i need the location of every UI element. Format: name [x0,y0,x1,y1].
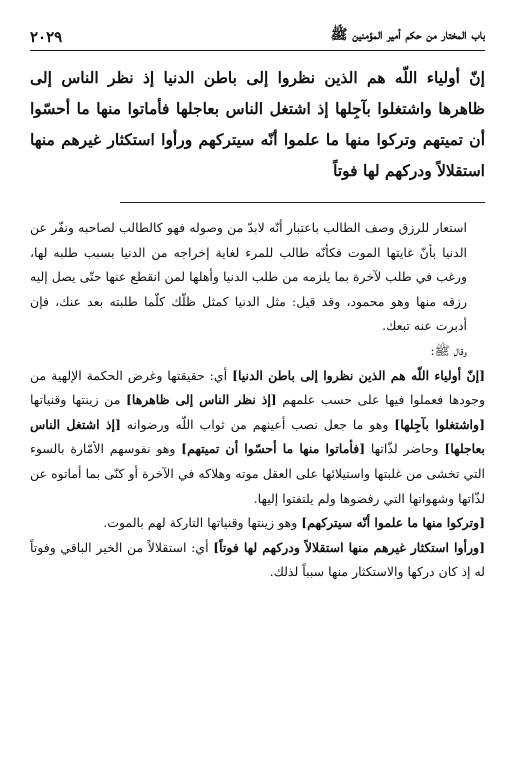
quoted-phrase: [ورأوا استكثار غيرهم منها استقلالاً ودركهم لها فوتاً] [213,539,485,555]
paragraph-text: استعار للرزق وصف الطالب باعتبار أنّه لابدّ من وصوله فهو كالطالب لصاحبه ونفّر عن الدنيا بأنّ غايتها الموت فكأنّه طالب للمرء لغاية إخراجه من الدنيا بسبب طلبه لها، ورغب في طلب لآخرة بما يلزمه من طلب الدنيا وأهلها لمن انقطع عنها حتّى يصل إليه رزقه منها وهو محمود، وقد قيل: مثل الدنيا كمثل ظلّك كلّما طلبته بعد عنك، فإن أدبرت عنه تبعك. [30,220,467,334]
quoted-phrase: [إنّ أولياء اللّه هم الذين نظروا إلى باطن الدنيا] [232,367,486,383]
commentary-paragraph [30,511,485,536]
chapter-title: باب المختار من حكم أمير المؤمنين ﷺ [330,27,485,43]
commentary-paragraph [30,216,485,339]
paragraph-text: وهو زينتها وقنياتها التاركة لهم بالموت. [103,515,302,531]
paragraph-text: وهو نفوسهم الأمّارة بالسوء التي تخشى من غلبتها واستيلائها على العقل موته وهلاكه في الآخرة أو كنّى بما أماتوه عن لذّاتها وشهواتها التي رفضوها ولم يلتفتوا إليها. [30,441,485,506]
commentary-paragraph [30,536,485,585]
page-number: ٢٠٢٩ [30,28,63,46]
main-saying: إنّ أولياء اللّه هم الذين نظروا إلى باطن الدنيا إذ نظر الناس إلى ظاهرها واشتغلوا بآجِلها إذ اشتغل الناس بعاجلها فأماتوا منها ما أحسّوا أن تميتهم وتركوا منها ما علموا أنّه سيتركهم ورأوا استكثار غيرهم منها استقلالاً ودركهم لها فوتاً [30,68,485,180]
commentary [30,216,485,585]
paragraph-text: من زينتها وقنياتها [30,392,126,408]
quoted-phrase: [إذ نظر الناس إلى ظاهرها] [125,392,277,408]
commentary-paragraph [30,339,485,364]
quoted-phrase: [فأماتوا منها ما أحسّوا أن تميتهم] [181,441,366,457]
page-header [30,20,485,51]
quoted-phrase: [وتركوا منها ما علموا أنّه سيتركهم] [301,515,485,531]
paragraph-text: أي: استقلالاً من الخير الباقي وفوتاً له إذ كان دركها والاستكثار منها سبباً لذلك. [30,539,485,580]
section-divider [120,202,485,203]
commentary-paragraph [30,364,485,512]
paragraph-text: وقال ﷺ: [430,342,467,358]
paragraph-text: أي: حقيقتها وغرض الحكمة الإلهية من وجودها فعملوا فيها على حسب علمهم [30,367,485,408]
quoted-phrase: [واشتغلوا بآجِلها] [394,416,485,432]
paragraph-text: وهو ما جعل نصب أعينهم من ثواب اللّه ورضوانه [120,416,395,432]
quoted-phrase: [إذ اشتغل الناس بعاجلها] [30,416,485,457]
paragraph-text: وحاضر لذّاتها [365,441,445,457]
